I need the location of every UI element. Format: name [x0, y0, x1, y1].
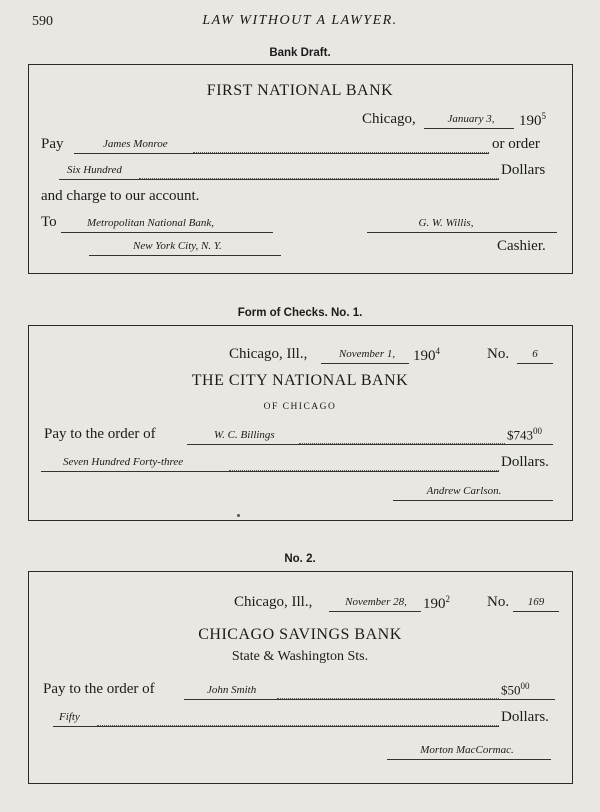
check1-amount-words-line: [41, 471, 499, 472]
check2-no-label: No.: [487, 594, 510, 610]
draft-year-prefix: 190: [519, 113, 542, 129]
check2-signer: Morton MacCormac.: [420, 744, 514, 756]
check1-no-label: No.: [487, 346, 510, 362]
check1-payee-line: [187, 444, 505, 445]
check2-number-line: [513, 611, 559, 612]
check2-date-line: [329, 611, 421, 612]
draft-signer-title: Cashier.: [497, 238, 546, 254]
check1-payee: W. C. Billings: [214, 429, 275, 441]
draft-to-city-line: [89, 255, 281, 256]
draft-to-bank: Metropolitan National Bank,: [87, 217, 214, 229]
check1-year-digit: 4: [435, 346, 440, 356]
draft-charge-text: and charge to our account.: [41, 188, 200, 204]
draft-pay-label: Pay: [41, 136, 64, 152]
check1-amount-cents: 00: [533, 426, 542, 436]
print-speck: [237, 514, 240, 517]
draft-signer-line: [367, 232, 557, 233]
draft-payee-line: [74, 153, 489, 154]
check2-amount-cents: 00: [520, 681, 530, 691]
draft-date-line: [424, 128, 514, 129]
check1-year-prefix: 190: [413, 348, 436, 364]
check2-dollars-label: Dollars.: [501, 709, 549, 725]
check2-place: Chicago, Ill.,: [234, 594, 313, 610]
draft-amount-line: [59, 179, 499, 180]
caption-form-of-checks: Form of Checks. No. 1.: [237, 307, 363, 319]
draft-year-digit: 5: [541, 111, 546, 121]
caption-no-2: No. 2.: [284, 553, 316, 565]
check2-year-digit: 2: [445, 594, 450, 604]
draft-payee: James Monroe: [103, 138, 168, 150]
draft-bank-name: FIRST NATIONAL BANK: [206, 82, 394, 99]
check2-bank-name: CHICAGO SAVINGS BANK: [198, 626, 402, 643]
draft-order-label: or order: [492, 136, 540, 152]
draft-dollars-label: Dollars: [501, 162, 546, 178]
check1-pay-label: Pay to the order of: [44, 426, 156, 442]
check1-signer-line: [393, 500, 553, 501]
check2-amount-group: [501, 681, 530, 698]
check1-number-line: [517, 363, 553, 364]
draft-signer: G. W. Willis,: [418, 217, 474, 229]
check2-date: November 28,: [345, 596, 407, 608]
check2-payee-line: [184, 699, 499, 700]
check1-bank-sub: OF CHICAGO: [263, 402, 337, 412]
check1-place: Chicago, Ill.,: [229, 346, 308, 362]
check1-amount-group: [507, 426, 542, 443]
draft-amount-words: Six Hundred: [67, 164, 122, 176]
draft-year: [519, 111, 546, 130]
check1-date-line: [321, 363, 409, 364]
check2-number: 169: [527, 596, 545, 608]
draft-to-city: New York City, N. Y.: [133, 240, 222, 252]
check1-amount: $743: [507, 427, 533, 443]
check1-amount-words: Seven Hundred Forty-three: [63, 456, 184, 468]
check1-amount-line: [505, 444, 553, 445]
check2-year-prefix: 190: [423, 596, 446, 612]
check1-dollars-label: Dollars.: [501, 454, 549, 470]
draft-to-bank-line: [61, 232, 273, 233]
check2-amount-words-line: [53, 726, 499, 727]
draft-date: January 3,: [447, 113, 495, 125]
check1-date: November 1,: [338, 348, 396, 360]
check-2-form: [28, 571, 573, 784]
page-number: 590: [32, 14, 53, 29]
check1-bank-name: THE CITY NATIONAL BANK: [191, 372, 409, 389]
draft-city: Chicago,: [362, 111, 416, 127]
bank-draft-form: [28, 64, 573, 274]
check1-number: 6: [532, 348, 538, 360]
draft-to-label: To: [41, 214, 57, 230]
check2-signer-line: [387, 759, 551, 760]
check1-signer: Andrew Carlson.: [426, 485, 502, 497]
check1-year: [413, 346, 440, 365]
caption-bank-draft: Bank Draft.: [269, 47, 331, 59]
check2-amount-words: Fifty: [59, 711, 80, 723]
check-1-form: [28, 325, 573, 521]
check2-year: [423, 594, 450, 613]
running-title: LAW WITHOUT A LAWYER.: [202, 13, 398, 28]
check2-pay-label: Pay to the order of: [43, 681, 155, 697]
check2-amount: $50: [501, 682, 521, 698]
check2-amount-line: [499, 699, 555, 700]
check2-bank-sub: State & Washington Sts.: [231, 649, 369, 664]
check2-payee: John Smith: [207, 684, 257, 696]
